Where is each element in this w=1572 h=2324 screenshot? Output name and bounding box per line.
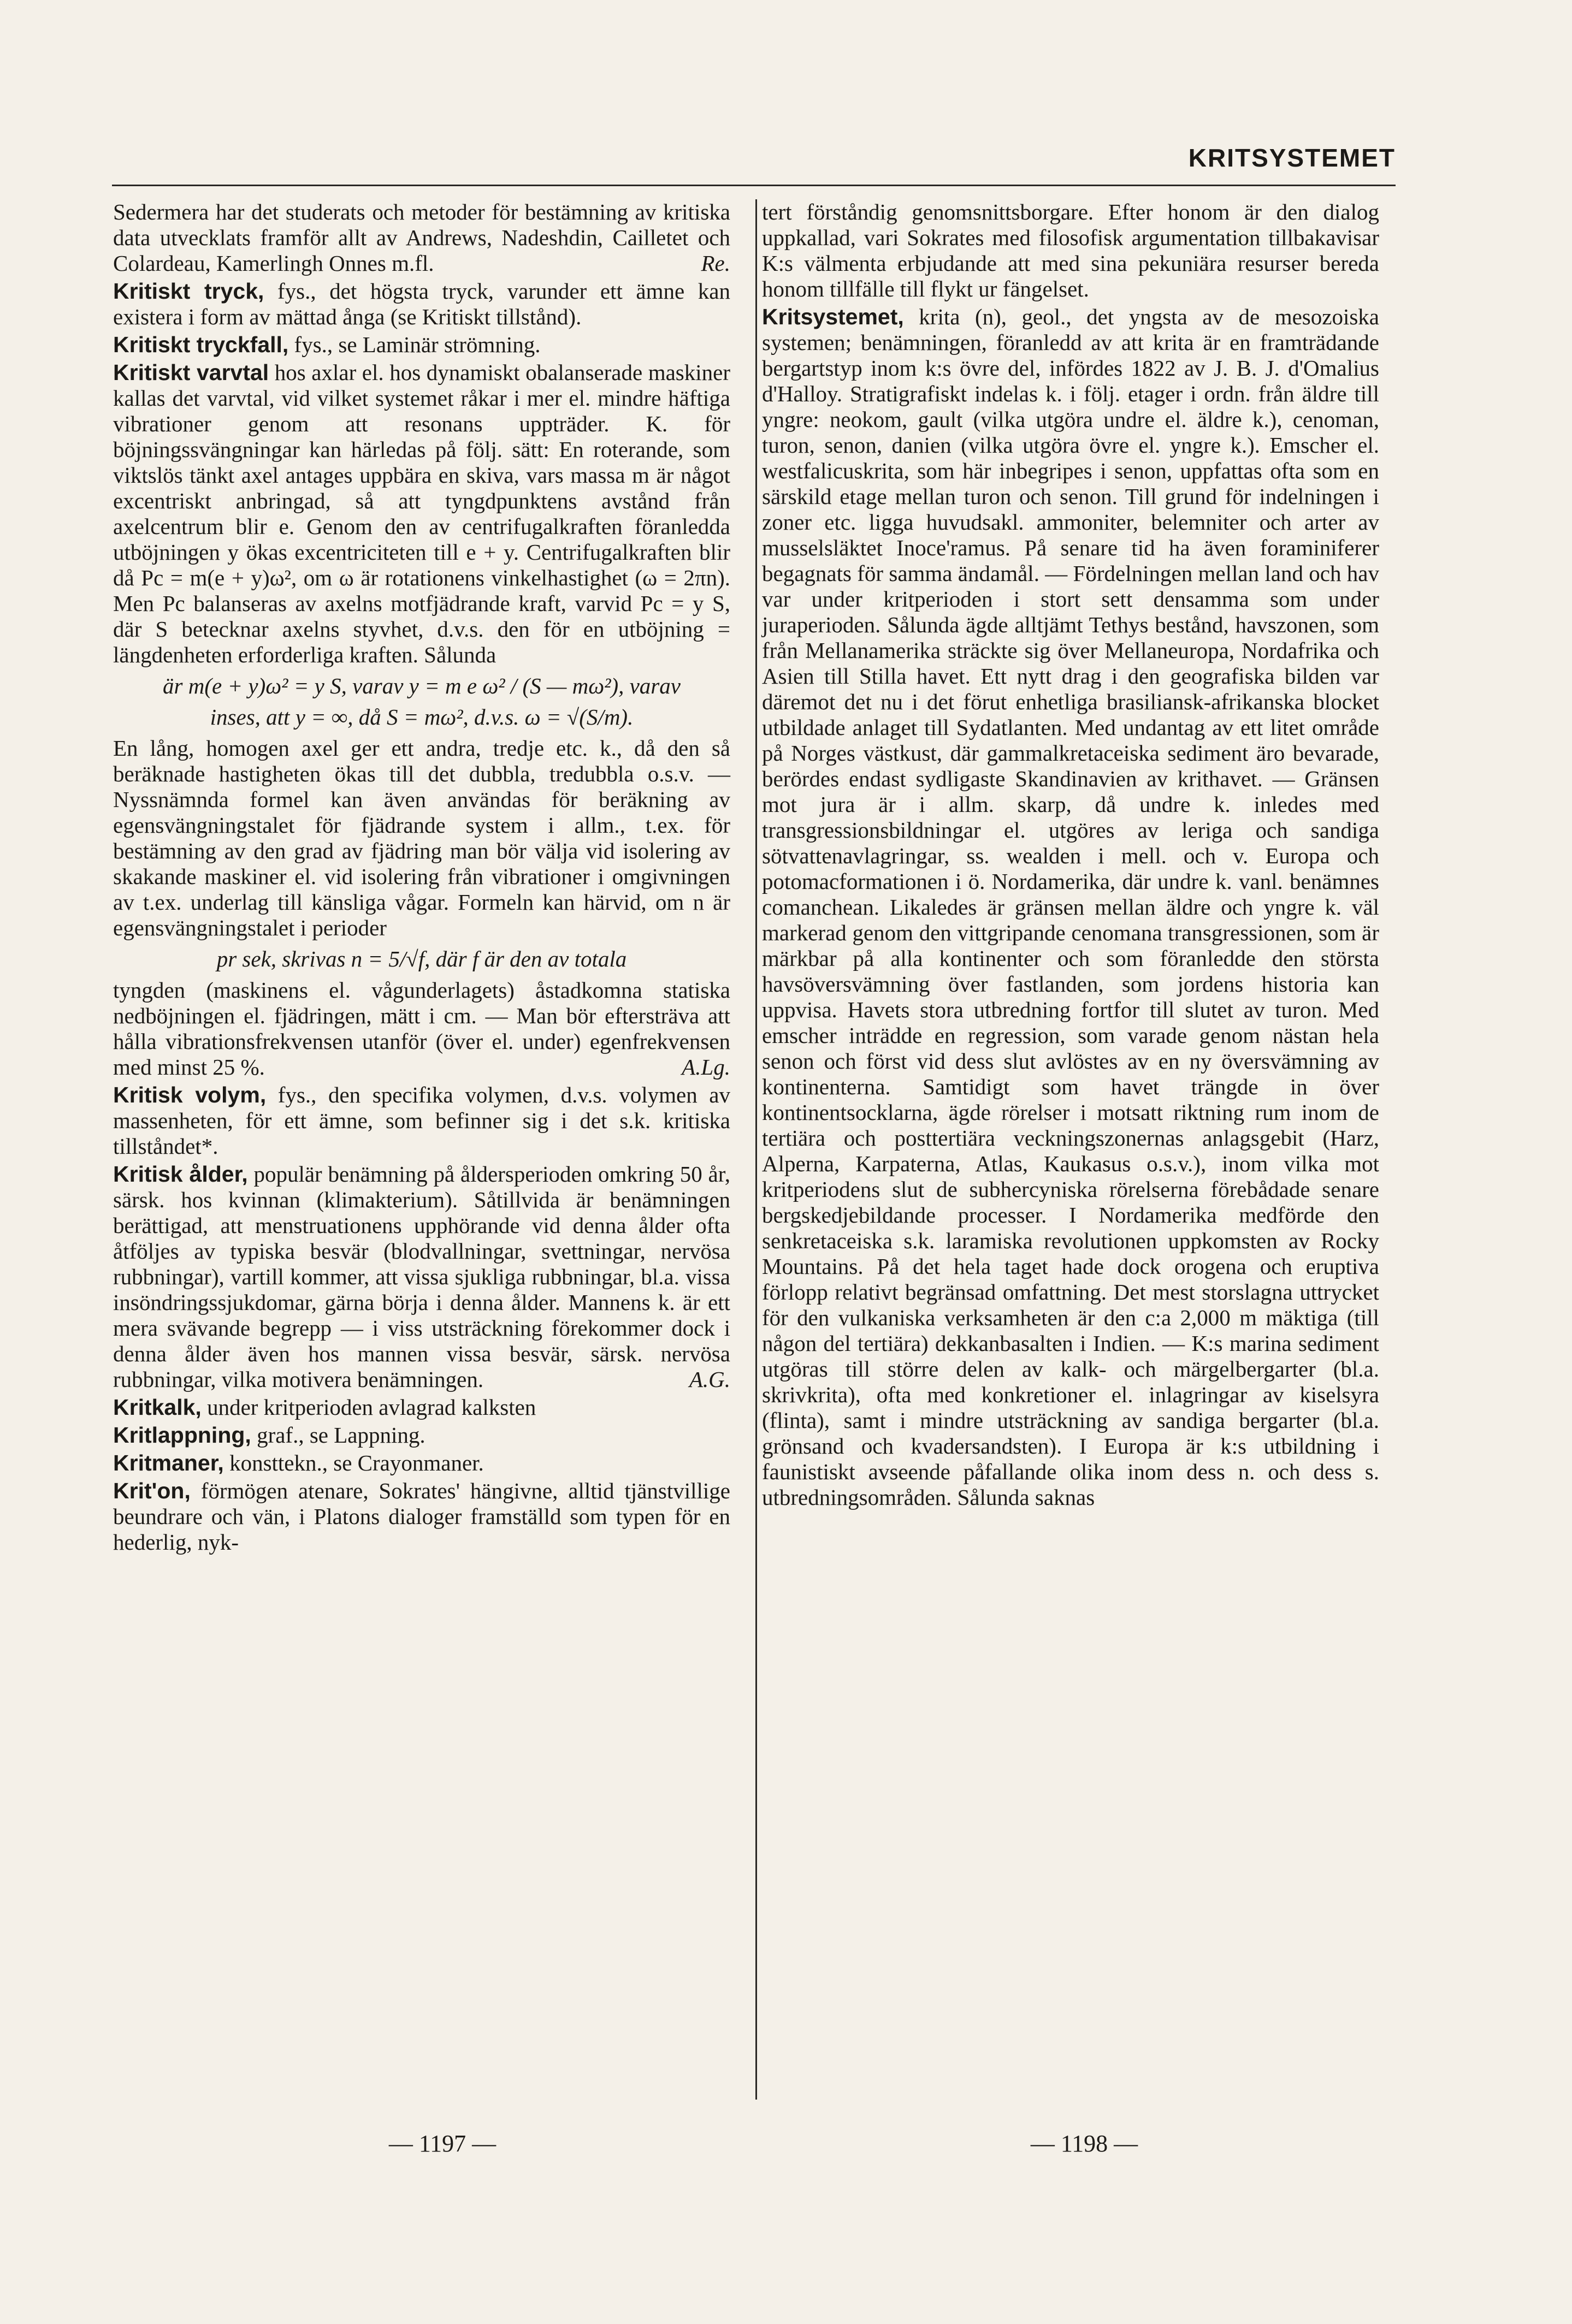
page-number-left: — 1197 — [388, 2130, 497, 2157]
page-number-right: — 1198 — [1030, 2130, 1138, 2157]
entry-paragraph [113, 1478, 730, 1555]
entry-paragraph [113, 332, 730, 358]
author-signature: A.Lg. [682, 1054, 730, 1080]
entry-paragraph [113, 199, 730, 276]
author-signature: Re. [701, 251, 730, 276]
entry-text: fys., den specifika volymen, d.v.s. volymen av massenheten, för ett ämne, som befinner sig i det s.k. kritiska tillståndet*. [113, 1082, 730, 1159]
entry-paragraph [762, 199, 1379, 302]
entry-text: fys., det högsta tryck, varunder ett ämne kan existera i form av mättad ånga (se Kritiskt tillstånd). [113, 278, 731, 329]
entry-text: hos axlar el. hos dynamiskt obalanserade maskiner kallas det varvtal, vid vilket systemet råkar i mer el. mindre häftiga vibrationer genom att resonans uppträder. K. för böjningssvängningar kan härledas på följ. sätt: En roterande, som viktslös tänkt axel antages uppbära en skiva, vars massa m är något excentriskt anbringad, så att tyngdpunktens avstånd från axelcentrum blir e. Genom den av centrifugalkraften föranledda utböjningen y ökas excentriciteten till e + y. Centrifugalkraften blir då Pc = m(e + y)ω², om ω är rotationens vinkelhastighet (ω = 2πn). Men Pc balanseras av axelns motfjädrande kraft, varvid Pc = y S, där S betecknar axelns styvhet, d.v.s. den för en utböjning = längdenheten erforderliga kraften. Sålunda [113, 360, 731, 667]
entry-text: konsttekn., se Crayonmaner. [229, 1450, 484, 1475]
entry-paragraph [113, 278, 730, 330]
entry-paragraph [113, 360, 730, 668]
formula-1: är m(e + y)ω² = y S, varav y = m e ω² / (S — mω²), varav [163, 673, 681, 698]
entry-text: tyngden (maskinens el. vågunderlagets) åstadkomna statiska nedböjningen el. fjädringen, mätt i cm. — Man bör eftersträva att hålla vibrationsfrekvensen utanför (över el. under) egenfrekvensen med minst 25 %. [113, 977, 730, 1080]
entry-headword: Kritlappning, [113, 1422, 251, 1448]
running-header: KRITSYSTEMET [1188, 144, 1396, 172]
entry-headword: Kritiskt tryck, [113, 278, 264, 304]
entry-text: populär benämning på åldersperioden omkring 50 år, särsk. hos kvinnan (klimakterium). Såtillvida är benämningen berättigad, att menstruationens upphörande vid denna ålder ofta åtföljes av typiska besvär (blodvallningar, svettningar, nervösa rubbningar), vartill kommer, att vissa sjukliga rubbningar, bl.a. vissa insöndringssjukdomar, gärna börja i denna ålder. Mannens k. är ett mera svävande begrepp — i viss utsträckning förekommer dock i denna ålder även hos mannen vissa besvär, särsk. nervösa rubbningar, vilka motivera benämningen. [113, 1161, 731, 1392]
entry-text: under kritperioden avlagrad kalksten [207, 1395, 536, 1420]
entry-headword: Krit'on, [113, 1478, 191, 1503]
entry-headword: Kritsystemet, [762, 304, 904, 329]
entry-paragraph [113, 1422, 730, 1448]
right-entries [762, 199, 1379, 1510]
entry-text: graf., se Lappning. [257, 1422, 425, 1448]
entry-headword: Kritkalk, [113, 1395, 202, 1420]
entry-paragraph [113, 1395, 730, 1420]
entry-paragraph [762, 304, 1379, 1510]
left-entries-c [113, 977, 730, 1555]
entry-headword: Kritisk ålder, [113, 1161, 248, 1187]
entry-text: förmögen atenare, Sokrates' hängivne, alltid tjänstvillige beundrare och vän, i Platons dialoger framställd som typen för en hederlig, nyk- [113, 1478, 730, 1555]
entry-text: tert förståndig genomsnittsborgare. Efter honom är den dialog uppkallad, vari Sokrates med filosofisk argumentation tillbakavisar K:s välmenta erbjudande att med sina pekuniära resurser bereda honom tillfälle till flykt ur fängelset. [762, 199, 1379, 301]
entry-paragraph [113, 1161, 730, 1392]
formula-3: pr sek, skrivas n = 5/√f, där f är den av totala [216, 946, 627, 971]
entry-headword: Kritmaner, [113, 1450, 224, 1475]
column-divider [755, 199, 757, 2100]
entry-paragraph [113, 1450, 730, 1476]
entry-text: Sedermera har det studerats och metoder för bestämning av kritiska data utvecklats framför allt av Andrews, Nadeshdin, Cailletet och Colardeau, Kamerlingh Onnes m.fl. [113, 199, 730, 276]
formula-2: inses, att y = ∞, då S = mω², d.v.s. ω = √(S/m). [210, 704, 634, 730]
entry-headword: Kritisk volym, [113, 1082, 267, 1107]
entry-headword: Kritiskt varvtal [113, 360, 269, 385]
entry-text: krita (n), geol., det yngsta av de mesozoiska systemen; benämningen, föranledd av att krita är en framträdande bergartstyp inom k:s övre del, infördes 1822 av J. B. J. d'Omalius d'Halloy. Stratigrafiskt indelas k. i följ. etager i ordn. från äldre till yngre: neokom, gault (vilka utgöra undre el. äldre k.), cenoman, turon, senon, danien (vilka utgöra övre el. yngre k.). Emscher el. westfalicuskrita, som här inbegripes i senon, uppfattas ofta som en särskild etage mellan turon och senon. Till grund för indelningen i zoner etc. ligga huvudsakl. ammoniter, belemniter och arter av musselsläktet Inoce'ramus. På senare tid ha även foraminiferer begagnats för samma ändamål. — Fördelningen mellan land och hav var under kritperioden i stort sett densamma som under juraperioden. Sålunda ägde alltjämt Tethys bestånd, havszonen, som från Mellanamerika sträckte sig över Mellaneuropa, Nordafrika och Asien till Stilla havet. Ett nytt drag i den geografiska bilden var däremot det nu i det förut enhetliga brasiliansk-afrikanska blocket utbildade anlaget till Sydatlanten. Med undantag av ett litet område på Norges västkust, där gammalkretaceiska sediment äro bevarade, berördes endast sydligaste Skandinavien av krithavet. — Gränsen mot jura är i allm. skarp, då undre k. inledes med transgressionsbildningar el. utgöres av leriga och sandiga sötvattenavlagringar, ss. wealden i mell. och v. Europa och potomacformationen i ö. Nordamerika, där undre k. vanl. benämnes comanchean. Likaledes är gränsen mellan äldre och yngre k. väl markerad genom den vittgripande cenomana transgressionen, som är märkbar på alla kontinenter och som föranledde den största havsöversvämning över fastlanden, som jordens historia kan uppvisa. Havets stora utbredning fortfor till slutet av turon. Med emscher inträdde en regression, som varade genom nästan hela senon och först vid dess slut avlöstes av en ny översvämning av kontinenterna. Samtidigt som havet trängde in över kontinentsocklarna, ägde rörelser i motsatt riktning rum inom de tertiära och posttertiära veckningszonernas anlagsgebit (Harz, Alperna, Karpaterna, Atlas, Kaukasus o.s.v.), inom vilka mot kritperiodens slut de subhercyniska rörelserna förebådade senare bergskedjebildande processer. I Nordamerika medförde den senkretaceiska s.k. laramiska revolutionen uppkomsten av Rocky Mountains. På det hela taget hade dock orogena och eruptiva förlopp relativt begränsad omfattning. Det mest storslagna uttrycket för den vulkaniska verksamheten är den c:a 2,000 m mäktiga (till någon del tertiära) dekkanbasalten i Indien. — K:s marina sediment utgöras till större delen av kalk- och märgelbergarter (bl.a. skrivkrita), ofta med konkretioner el. inlagringar av kiselsyra (flinta), samt i mindre utsträckning av sandiga bergarter (bl.a. grönsand och kvadersandsten). I Europa är k:s utbildning i faunistiskt avseende påfallande olika inom dess n. och dess s. utbredningsområden. Sålunda saknas [762, 304, 1379, 1510]
author-signature: A.G. [689, 1367, 730, 1392]
entry-text: fys., se Laminär strömning. [294, 332, 541, 357]
left-column [113, 199, 730, 1555]
left-entries [113, 199, 730, 668]
right-column [762, 199, 1379, 1510]
entry-headword: Kritiskt tryckfall, [113, 332, 289, 357]
entry-paragraph [113, 1082, 730, 1159]
header-rule [112, 185, 1396, 186]
entry-paragraph [113, 977, 730, 1080]
entry-paragraph [113, 736, 730, 941]
left-entries-b [113, 736, 730, 941]
entry-text: En lång, homogen axel ger ett andra, tredje etc. k., då den så beräknade hastigheten ökas till det dubbla, tredubbla o.s.v. — Nyssnämnda formel kan även användas för beräkning av egensvängningstalet för fjädrande system i allm., t.ex. för bestämning av den grad av fjädring man bör välja vid isolering av skakande maskiner el. vid isolering från vibrationer i omgivningen av t.ex. underlag till känsliga vågar. Formeln kan härvid, om n är egensvängningstalet i perioder [113, 736, 730, 940]
